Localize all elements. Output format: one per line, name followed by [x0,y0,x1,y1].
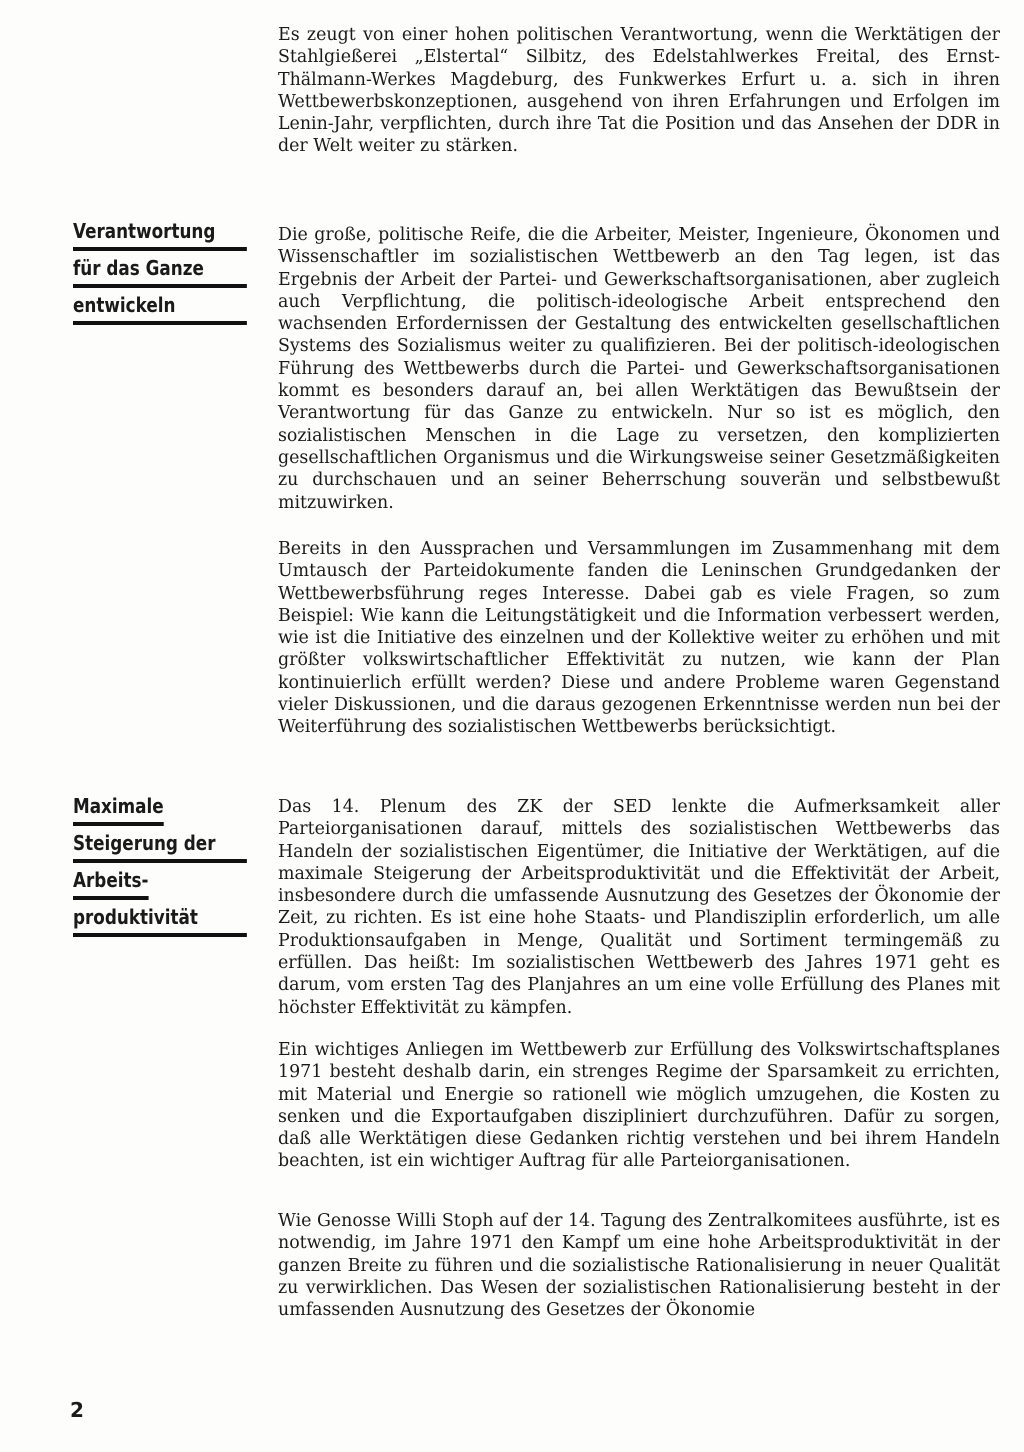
body-paragraph-2: Die große, politische Reife, die die Arbeiter, Meister, Ingenieure, Ökonomen und Wissenschaftler im sozialistischen Wettbewerb an den Tag legen, ist das Ergebnis der Arbeit der Partei- und Gewerkschaftsorganisationen, aber zugleich auch Verpflichtung, die politisch-ideologische Arbeit entsprechend den wachsenden Erfordernissen der Gestaltung des entwickelten gesellschaftlichen Systems des Sozialismus weiter zu qualifizieren. Bei der politisch-ideologischen Führung des Wettbewerbs durch die Partei- und Gewerkschaftsorganisationen kommt es besonders darauf an, bei allen Werktätigen das Bewußtsein der Verantwortung für das Ganze zu entwickeln. Nur so ist es möglich, den sozialistischen Menschen in die Lage zu versetzen, den komplizierten gesellschaftlichen Organismus und die Wirkungsweise seiner Gesetzmäßigkeiten zu durchschauen und an seiner Beherrschung souverän und selbstbewußt mitzuwirken. [278,225,1000,513]
margin-heading-line: für das Ganze [73,253,247,288]
margin-heading-productivity [73,791,221,939]
margin-heading-line: Maximale [73,791,164,826]
margin-heading-responsibility [73,216,221,327]
body-paragraph-3: Bereits in den Aussprachen und Versammlungen im Zusammenhang mit dem Umtausch der Parteidokumente fanden die Leninschen Grundgedanken der Wettbewerbsführung reges Interesse. Dabei gab es viele Fragen, so zum Beispiel: Wie kann die Leitungstätigkeit und die Information verbessert werden, wie ist die Initiative des einzelnen und der Kollektive weiter zu erhöhen und mit größter volkswirtschaftlicher Effektivität zu nutzen, wie kann der Plan kontinuierlich erfüllt werden? Diese und andere Probleme waren Gegenstand vieler Diskussionen, und die daraus gezogenen Erkenntnisse werden nun bei der Weiterführung des sozialistischen Wettbewerbs berücksichtigt. [278,539,1000,738]
body-paragraph-5: Ein wichtiges Anliegen im Wettbewerb zur Erfüllung des Volkswirtschaftsplanes 1971 besteht deshalb darin, ein strenges Regime der Sparsamkeit zu errichten, mit Material und Energie so rationell wie möglich umzugehen, die Kosten zu senken und die Exportaufgaben diszipliniert durchzuführen. Dafür zu sorgen, daß alle Werktätigen diese Gedanken richtig verstehen und bei ihrem Handeln beachten, ist ein wichtiger Auftrag für alle Parteiorganisationen. [278,1040,1000,1172]
margin-heading-line: Arbeits- [73,865,148,900]
margin-heading-line: produktivität [73,902,247,937]
body-paragraph-1: Es zeugt von einer hohen politischen Verantwortung, wenn die Werktätigen der Stahlgießerei „Elstertal“ Silbitz, des Edelstahlwerkes Freital, des Ernst-Thälmann-Werkes Magdeburg, des Funkwerkes Erfurt u. a. sich in ihren Wettbewerbskonzeptionen, ausgehend von ihren Erfahrungen und Erfolgen im Lenin-Jahr, verpflichten, durch ihre Tat die Position und das Ansehen der DDR in der Welt weiter zu stärken. [278,25,1000,157]
body-paragraph-6: Wie Genosse Willi Stoph auf der 14. Tagung des Zentralkomitees ausführte, ist es notwendig, im Jahre 1971 den Kampf um eine hohe Arbeitsproduktivität in der ganzen Breite zu führen und die sozialistische Rationalisierung in neuer Qualität zu verwirklichen. Das Wesen der sozialistischen Rationalisierung besteht in der umfassenden Ausnutzung des Gesetzes der Ökonomie [278,1211,1000,1321]
margin-heading-line: Verantwortung [73,216,247,251]
margin-heading-line: entwickeln [73,290,247,325]
margin-heading-line: Steigerung der [73,828,247,863]
body-paragraph-4: Das 14. Plenum des ZK der SED lenkte die Aufmerksamkeit aller Parteiorganisationen darauf, mittels des sozialistischen Wettbewerbs das Handeln der sozialistischen Eigentümer, die Initiative der Werktätigen, auf die maximale Steigerung der Arbeitsproduktivität und die Effektivität der Arbeit, insbesondere durch die umfassende Ausnutzung des Gesetzes der Ökonomie der Zeit, zu richten. Es ist eine hohe Staats- und Plandisziplin erforderlich, um alle Produktionsaufgaben in Menge, Qualität und Sortiment termingemäß zu erfüllen. Das heißt: Im sozialistischen Wettbewerb des Jahres 1971 geht es darum, vom ersten Tag des Planjahres an um eine volle Erfüllung des Planes mit höchster Effektivität zu kämpfen. [278,797,1000,1018]
page-number: 2 [70,1398,84,1422]
